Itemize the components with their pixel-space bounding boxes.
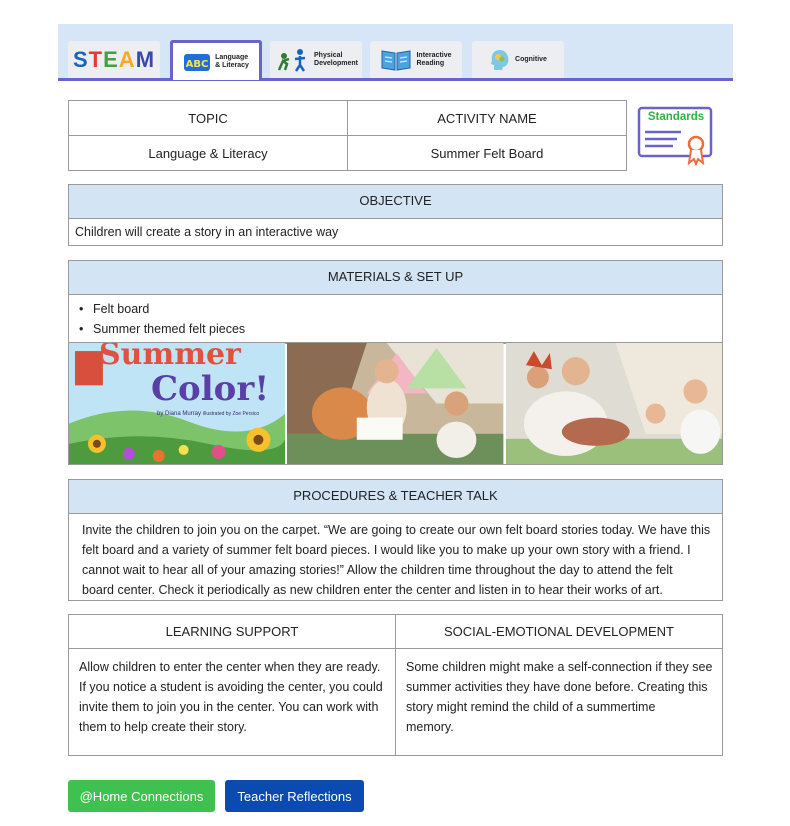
list-item: • Felt board <box>77 299 714 319</box>
materials-header: MATERIALS & SET UP <box>69 261 722 295</box>
topic-header: TOPIC <box>69 101 348 136</box>
classroom-photo-storytime <box>506 343 722 464</box>
standards-button[interactable] <box>637 106 715 166</box>
domain-tab-bar <box>58 24 733 81</box>
procedures-section <box>68 479 723 601</box>
running-figures-icon <box>274 48 310 72</box>
teacher-reflections-button[interactable]: Teacher Reflections <box>225 780 364 812</box>
procedures-header: PROCEDURES & TEACHER TALK <box>69 480 722 514</box>
book-illustrator: illustrated by Zoe Persico <box>203 411 260 417</box>
topic-value: Language & Literacy <box>69 136 348 171</box>
tab-steam[interactable] <box>68 41 160 78</box>
book-cover-image <box>69 343 285 464</box>
list-item: • Summer themed felt pieces <box>77 319 714 339</box>
social-emotional-header: SOCIAL-EMOTIONAL DEVELOPMENT <box>396 615 722 649</box>
activity-name-value: Summer Felt Board <box>348 136 627 171</box>
tab-interactive-reading[interactable]: Interactive Reading <box>370 41 462 78</box>
activity-name-header: ACTIVITY NAME <box>348 101 627 136</box>
social-emotional-text: Some children might make a self-connection if they see summer activities they have done before. Creating this story might remind the child of a summertime memory. <box>406 660 713 734</box>
objective-text: Children will create a story in an interactive way <box>75 225 339 239</box>
steam-logo: STEAM <box>72 46 156 72</box>
materials-section <box>68 260 723 344</box>
standards-label: Standards <box>647 111 705 123</box>
abc-blocks-icon <box>183 51 211 73</box>
open-book-icon <box>380 48 412 72</box>
support-table <box>68 614 723 756</box>
book-title-line1: Summer <box>99 343 241 372</box>
book-author: by Diana Murray <box>157 411 202 417</box>
topic-activity-table <box>68 100 627 171</box>
learning-support-text: Allow children to enter the center when they are ready. If you notice a student is avoiding the center, you could invite them to join you in the center. You can work with them to help create their story. <box>79 660 383 734</box>
objective-header: OBJECTIVE <box>69 185 722 219</box>
tab-physical-development[interactable]: Physical Development <box>270 41 362 78</box>
tab-language-literacy[interactable]: ABC Language & Literacy <box>170 40 262 80</box>
objective-section <box>68 184 723 246</box>
activity-photo-strip <box>68 342 723 465</box>
home-connections-button[interactable]: @Home Connections <box>68 780 215 812</box>
procedures-text: Invite the children to join you on the carpet. “We are going to create our own felt board stories today. We have this felt board and a variety of summer felt board pieces. I would like you to make up your own story with a friend. I cannot wait to hear all of your amazing stories!” Allow the children time throughout the day to attend the felt board center. Check it periodically as new children enter the center and listen in to hear their works of art. <box>82 523 711 597</box>
social-emotional-column <box>395 615 722 755</box>
tab-cognitive[interactable]: Cognitive <box>472 41 564 78</box>
book-title-line2: Color! <box>151 369 270 409</box>
materials-list <box>69 295 722 343</box>
brain-head-icon <box>489 48 511 72</box>
abc-icon-text: ABC <box>185 58 209 70</box>
learning-support-header: LEARNING SUPPORT <box>69 615 395 649</box>
classroom-photo-reading <box>287 343 503 464</box>
learning-support-column <box>69 615 395 755</box>
